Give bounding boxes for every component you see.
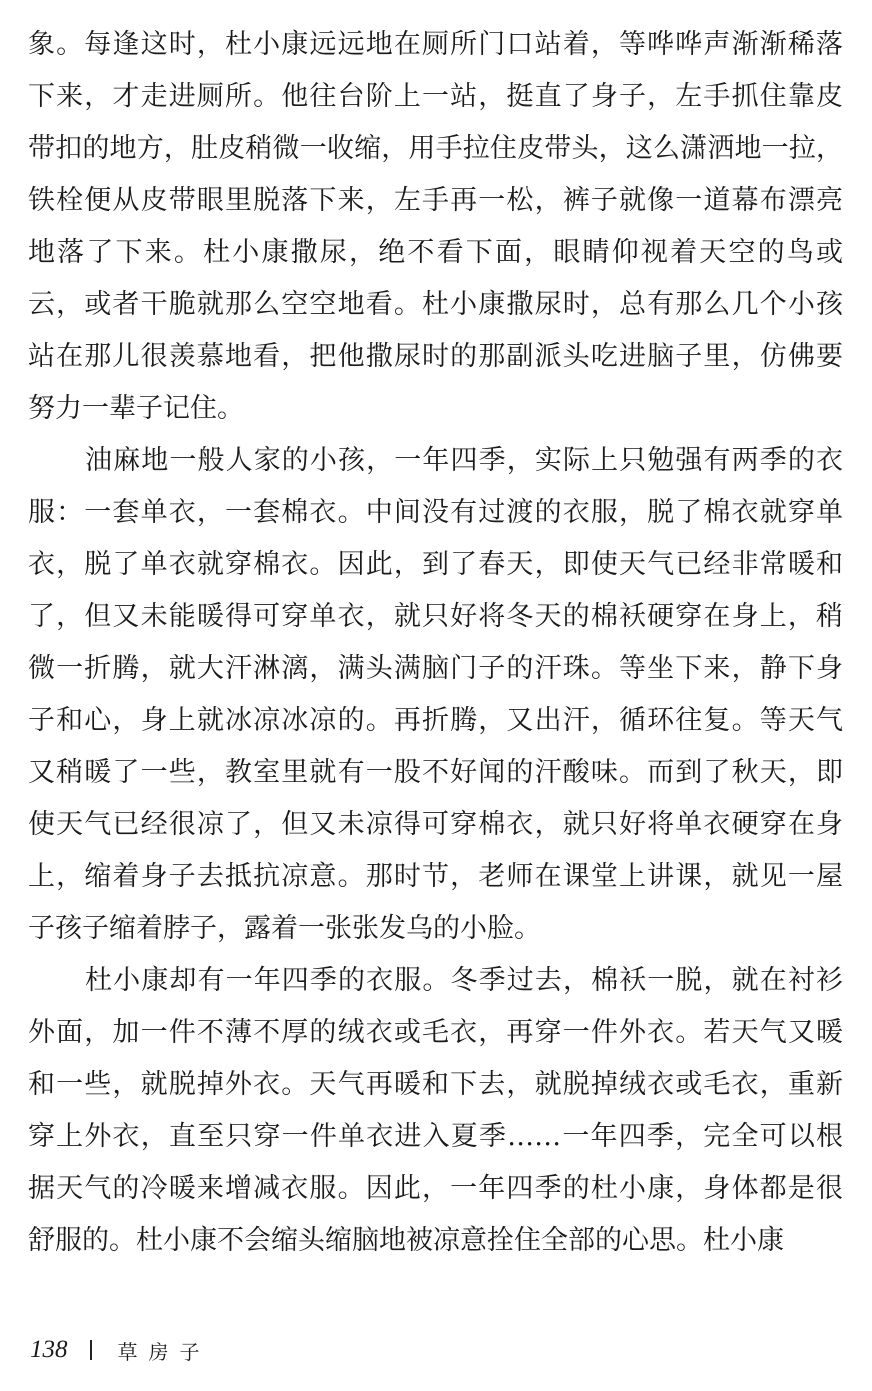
text-line: 衣，脱了单衣就穿棉衣。因此，到了春天，即使天气已经非常暖和 [28, 549, 843, 580]
text-line: 使天气已经很凉了，但又未凉得可穿棉衣，就只好将单衣硬穿在身 [28, 809, 843, 840]
text-line: 带扣的地方，肚皮稍微一收缩，用手拉住皮带头，这么潇洒地一拉， [28, 133, 843, 164]
text-line: 下来，才走进厕所。他往台阶上一站，挺直了身子，左手抓住靠皮 [28, 81, 843, 112]
text-line: 又稍暖了一些，教室里就有一股不好闻的汗酸味。而到了秋天，即 [28, 757, 843, 788]
text-line: 上，缩着身子去抵抗凉意。那时节，老师在课堂上讲课，就见一屋 [28, 861, 843, 892]
text-line: 子孩子缩着脖子，露着一张张发乌的小脸。 [28, 913, 541, 944]
paragraph [28, 955, 843, 1267]
text-line: 云，或者干脆就那么空空地看。杜小康撒尿时，总有那么几个小孩 [28, 289, 843, 320]
page-number: 138 [30, 1336, 68, 1363]
paragraph [28, 435, 843, 955]
text-line: 据天气的冷暖来增减衣服。因此，一年四季的杜小康，身体都是很 [28, 1173, 843, 1204]
text-line: 微一折腾，就大汗淋漓，满头满脑门子的汗珠。等坐下来，静下身 [28, 653, 843, 684]
text-line: 穿上外衣，直至只穿一件单衣进入夏季……一年四季，完全可以根 [28, 1121, 843, 1152]
text-line: 地落了下来。杜小康撒尿，绝不看下面，眼睛仰视着天空的鸟或 [28, 237, 843, 268]
page-footer [30, 1332, 211, 1368]
text-line: 杜小康却有一年四季的衣服。冬季过去，棉袄一脱，就在衬衫 [85, 965, 843, 996]
text-line: 象。每逢这时，杜小康远远地在厕所门口站着，等哗哗声渐渐稀落 [28, 29, 843, 60]
text-line: 站在那儿很羡慕地看，把他撒尿时的那副派头吃进脑子里，仿佛要 [28, 341, 843, 372]
paragraph [28, 19, 843, 435]
text-line: 舒服的。杜小康不会缩头缩脑地被凉意拴住全部的心思。杜小康 [28, 1225, 784, 1256]
body-text [28, 19, 843, 1267]
text-line: 外面，加一件不薄不厚的绒衣或毛衣，再穿一件外衣。若天气又暖 [28, 1017, 843, 1048]
footer-divider [90, 1340, 92, 1360]
text-line: 和一些，就脱掉外衣。天气再暖和下去，就脱掉绒衣或毛衣，重新 [28, 1069, 843, 1100]
book-title: 草房子 [117, 1339, 211, 1364]
text-line: 油麻地一般人家的小孩，一年四季，实际上只勉强有两季的衣 [85, 445, 843, 476]
text-line: 子和心，身上就冰凉冰凉的。再折腾，又出汗，循环往复。等天气 [28, 705, 843, 736]
text-line: 努力一辈子记住。 [28, 393, 244, 424]
text-line: 服：一套单衣，一套棉衣。中间没有过渡的衣服，脱了棉衣就穿单 [28, 497, 843, 528]
text-line: 铁栓便从皮带眼里脱落下来，左手再一松，裤子就像一道幕布漂亮 [28, 185, 843, 216]
text-line: 了，但又未能暖得可穿单衣，就只好将冬天的棉袄硬穿在身上，稍 [28, 601, 843, 632]
